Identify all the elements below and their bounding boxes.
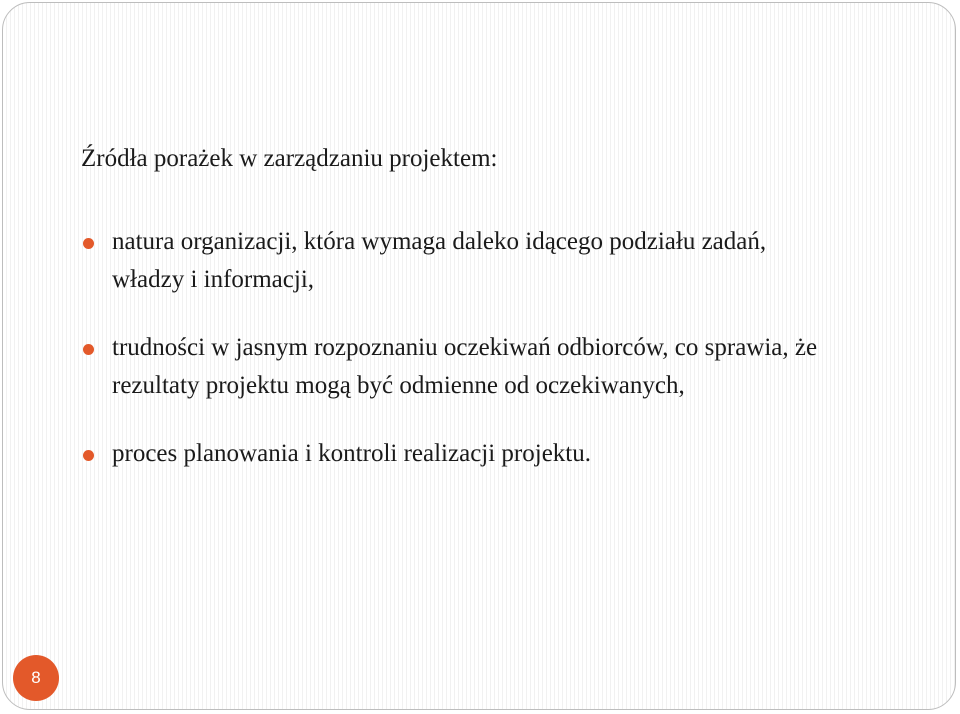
slide xyxy=(2,2,956,710)
page-number: 8 xyxy=(31,668,41,687)
bullet-text: natura organizacji, która wymaga daleko idącego podziału zadań, władzy i informacji, xyxy=(112,228,767,293)
page-number-badge xyxy=(13,655,59,701)
circle-bullet-icon xyxy=(83,238,94,249)
slide-content xyxy=(3,3,955,709)
bullet-list xyxy=(81,223,841,473)
bullet-item xyxy=(81,435,841,473)
bullet-text: trudności w jasnym rozpoznaniu oczekiwań odbiorców, co sprawia, że rezultaty projektu mogą być odmienne od oczekiwanych, xyxy=(112,334,818,399)
circle-bullet-icon xyxy=(83,450,94,461)
circle-bullet-icon xyxy=(83,344,94,355)
bullet-text: proces planowania i kontroli realizacji projektu. xyxy=(112,440,591,467)
bullet-item xyxy=(81,329,841,405)
bullet-item xyxy=(81,223,841,299)
slide-heading: Źródła porażek w zarządzaniu projektem: xyxy=(81,145,498,172)
